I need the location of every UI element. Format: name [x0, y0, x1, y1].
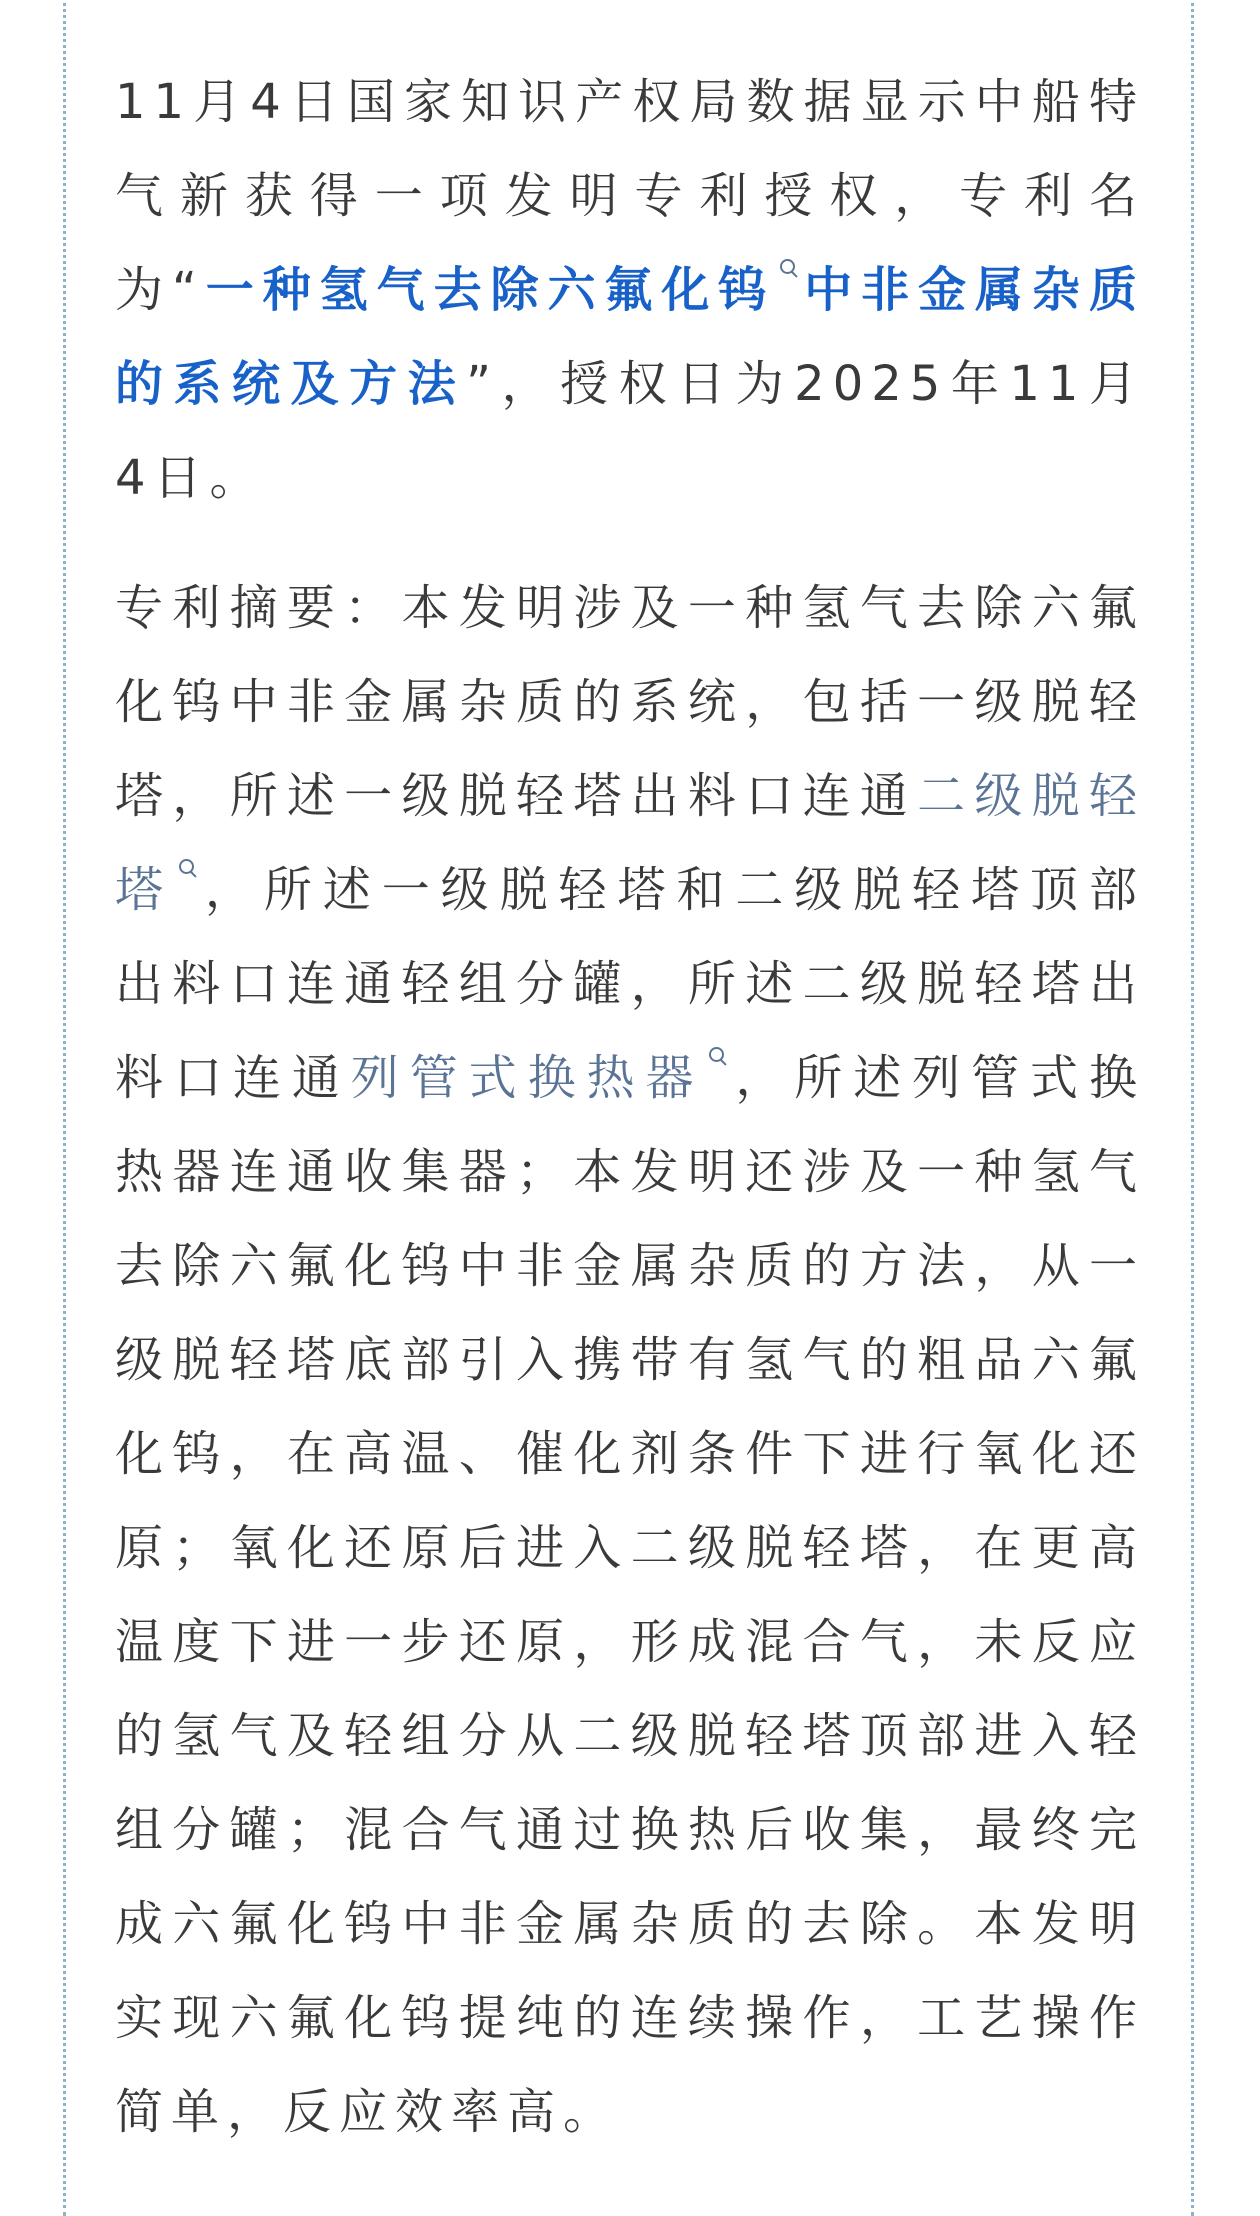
- paragraph-patent-abstract: [115, 561, 1145, 2159]
- paragraph1-ending: ”，授权日为2025年11月4日。: [115, 356, 1145, 506]
- article-body: [115, 55, 1145, 2159]
- search-icon[interactable]: [178, 857, 200, 887]
- paragraph1-text: 11月4日国家知识产权局数据显示中船特气新获得一项发明专利授权，专利名为: [115, 74, 1145, 318]
- abstract-text-2: ，所述一级脱轻塔和二级脱轻塔顶部出料口连通轻组分罐，所述二级脱轻塔出料口连通: [115, 862, 1145, 1106]
- abstract-text-1: 专利摘要：本发明涉及一种氢气去除六氟化钨中非金属杂质的系统，包括一级脱轻塔，所述一级脱轻塔出料口连通: [115, 580, 1145, 824]
- secondary-tower-link[interactable]: 二级脱轻塔: [115, 768, 1145, 918]
- abstract-text-3: ，所述列管式换热器连通收集器；本发明还涉及一种氢气去除六氟化钨中非金属杂质的方法，从一级脱轻塔底部引入携带有氢气的粗品六氟化钨，在高温、催化剂条件下进行氧化还原；氧化还原后进入二级脱轻塔，在更高温度下进一步还原，形成混合气，未反应的氢气及轻组分从二级脱轻塔顶部进入轻组分罐；混合气通过换热后收集，最终完成六氟化钨中非金属杂质的去除。本发明实现六氟化钨提纯的连续操作，工艺操作简单，反应效率高。: [115, 1050, 1145, 2140]
- quote-open: “: [171, 262, 205, 318]
- search-icon[interactable]: [708, 1045, 730, 1075]
- patent-title-link-part2[interactable]: 中非金属杂质的系统及方法: [115, 262, 1145, 412]
- search-icon[interactable]: [779, 257, 801, 287]
- patent-title-link-part1[interactable]: 一种氢气去除六氟化钨: [204, 262, 776, 318]
- paragraph-patent-grant: [115, 55, 1145, 525]
- heat-exchanger-link[interactable]: 列管式换热器: [350, 1050, 705, 1106]
